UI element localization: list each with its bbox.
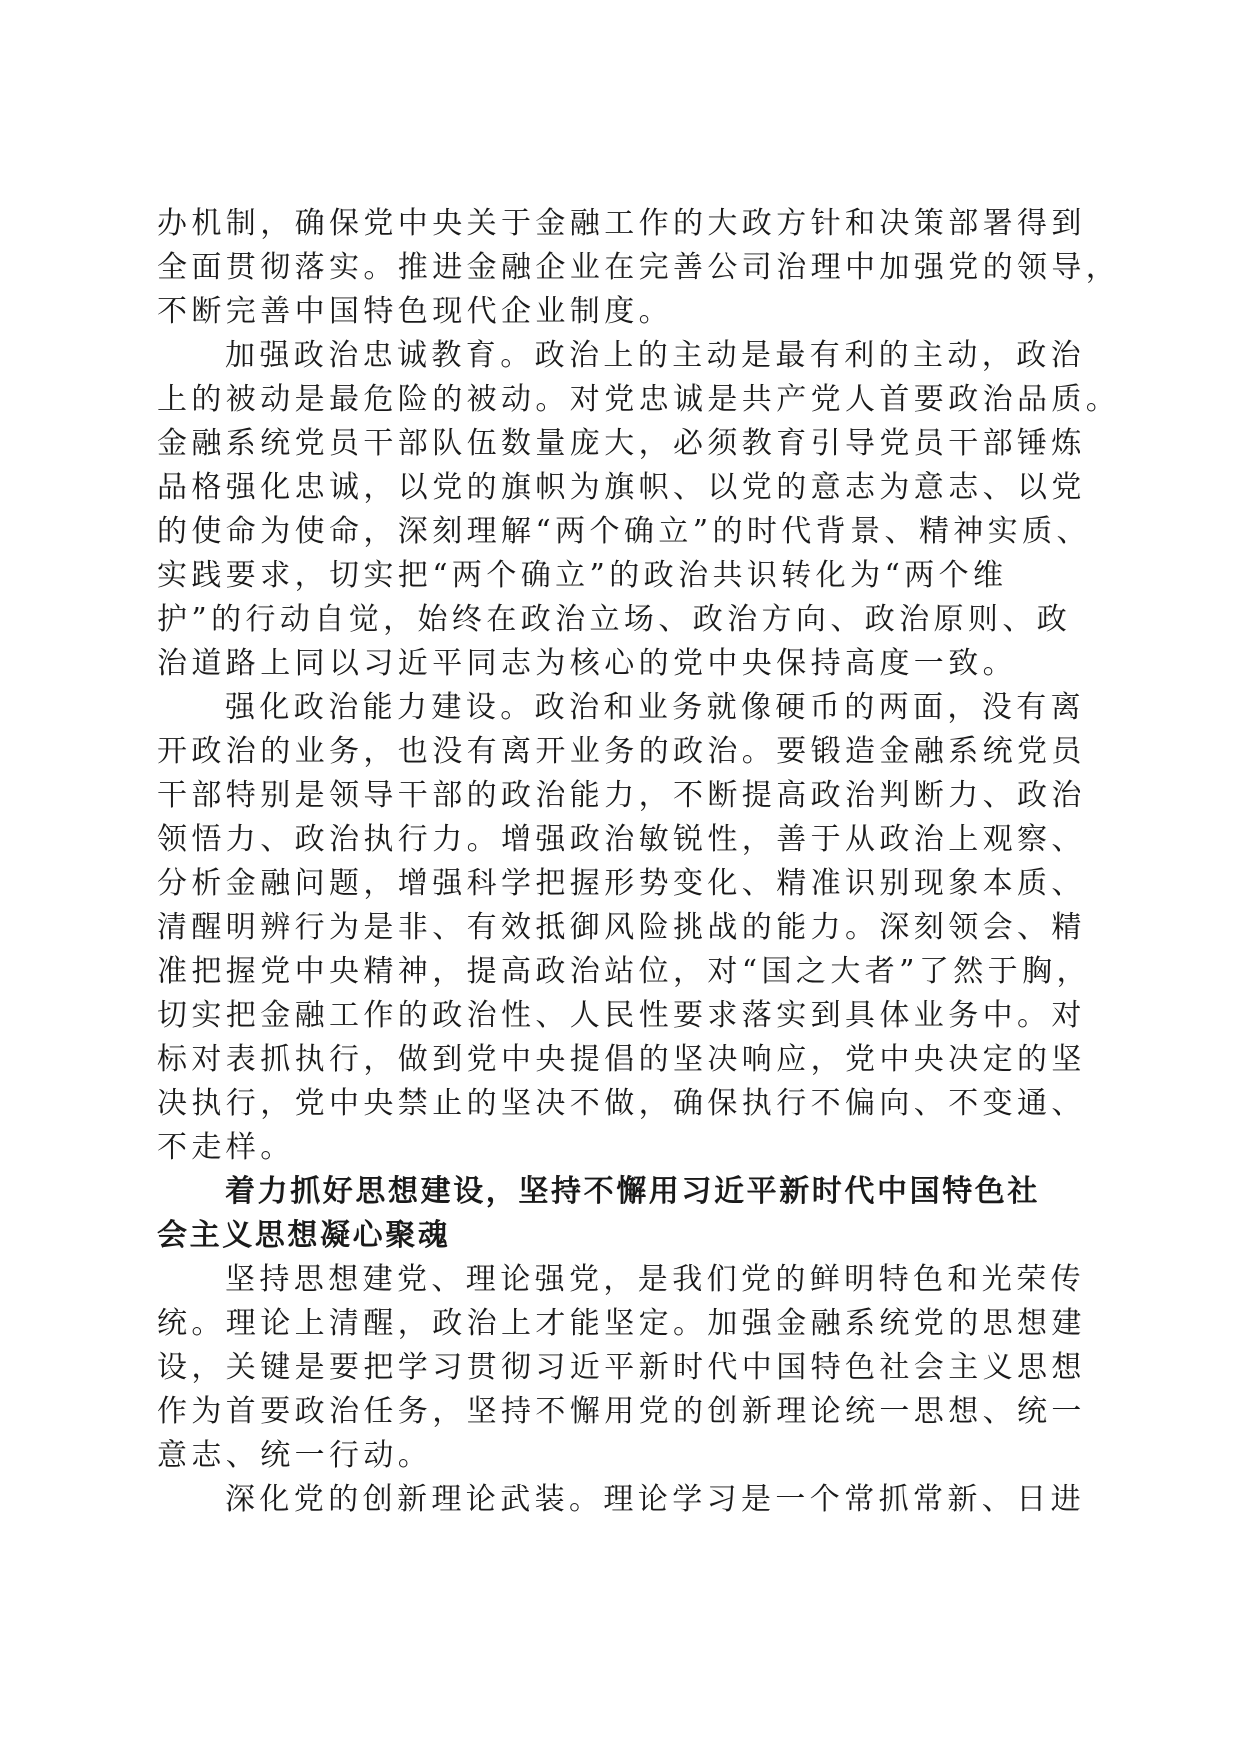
text-line: 坚持思想建党、理论强党，是我们党的鲜明特色和光荣传 <box>225 1262 1085 1297</box>
text-line: 准把握党中央精神，提高政治站位，对“国之大者”了然于胸， <box>157 954 1091 989</box>
section-heading <box>157 1170 1077 1258</box>
text-line: 统。理论上清醒，政治上才能坚定。加强金融系统党的思想建 <box>157 1306 1086 1341</box>
text-line: 意志、统一行动。 <box>157 1438 433 1473</box>
text-line: 护”的行动自觉，始终在政治立场、政治方向、政治原则、政 <box>157 602 1072 637</box>
paragraph-political-capability <box>157 686 1091 1170</box>
text-line: 强化政治能力建设。政治和业务就像硬币的两面，没有离 <box>225 690 1085 725</box>
text-line: 开政治的业务，也没有离开业务的政治。要锻造金融系统党员 <box>157 734 1086 769</box>
document-page <box>157 202 1121 1522</box>
text-line: 办机制，确保党中央关于金融工作的大政方针和决策部署得到 <box>157 206 1086 241</box>
text-line: 全面贯彻落实。推进金融企业在完善公司治理中加强党的领导， <box>157 250 1121 285</box>
text-line: 治道路上同以习近平同志为核心的党中央保持高度一致。 <box>157 646 1017 681</box>
text-line: 作为首要政治任务，坚持不懈用党的创新理论统一思想、统一 <box>157 1394 1086 1429</box>
text-line: 决执行，党中央禁止的坚决不做，确保执行不偏向、不变通、 <box>157 1086 1086 1121</box>
text-line: 的使命为使命，深刻理解“两个确立”的时代背景、精神实质、 <box>157 514 1091 549</box>
text-line: 不走样。 <box>157 1130 295 1165</box>
text-line: 干部特别是领导干部的政治能力，不断提高政治判断力、政治 <box>157 778 1086 813</box>
text-line: 不断完善中国特色现代企业制度。 <box>157 294 673 329</box>
text-line: 清醒明辨行为是非、有效抵御风险挑战的能力。深刻领会、精 <box>157 910 1086 945</box>
text-line: 领悟力、政治执行力。增强政治敏锐性，善于从政治上观察、 <box>157 822 1086 857</box>
text-line: 切实把金融工作的政治性、人民性要求落实到具体业务中。对 <box>157 998 1086 1033</box>
paragraph-theory-study <box>157 1478 1085 1522</box>
text-line: 实践要求，切实把“两个确立”的政治共识转化为“两个维 <box>157 558 1008 593</box>
text-line: 标对表抓执行，做到党中央提倡的坚决响应，党中央决定的坚 <box>157 1042 1086 1077</box>
paragraph-ideological-building <box>157 1258 1086 1478</box>
text-line: 品格强化忠诚，以党的旗帜为旗帜、以党的意志为意志、以党 <box>157 470 1086 505</box>
text-line: 深化党的创新理论武装。理论学习是一个常抓常新、日进 <box>225 1482 1085 1517</box>
paragraph-organization-mechanism <box>157 202 1121 334</box>
heading-line: 会主义思想凝心聚魂 <box>157 1218 451 1253</box>
text-line: 设，关键是要把学习贯彻习近平新时代中国特色社会主义思想 <box>157 1350 1086 1385</box>
paragraph-political-loyalty <box>157 334 1121 686</box>
text-line: 上的被动是最危险的被动。对党忠诚是共产党人首要政治品质。 <box>157 382 1121 417</box>
text-line: 分析金融问题，增强科学把握形势变化、精准识别现象本质、 <box>157 866 1086 901</box>
text-line: 加强政治忠诚教育。政治上的主动是最有利的主动，政治 <box>225 338 1085 373</box>
heading-line: 着力抓好思想建设，坚持不懈用习近平新时代中国特色社 <box>225 1174 1040 1209</box>
text-line: 金融系统党员干部队伍数量庞大，必须教育引导党员干部锤炼 <box>157 426 1086 461</box>
